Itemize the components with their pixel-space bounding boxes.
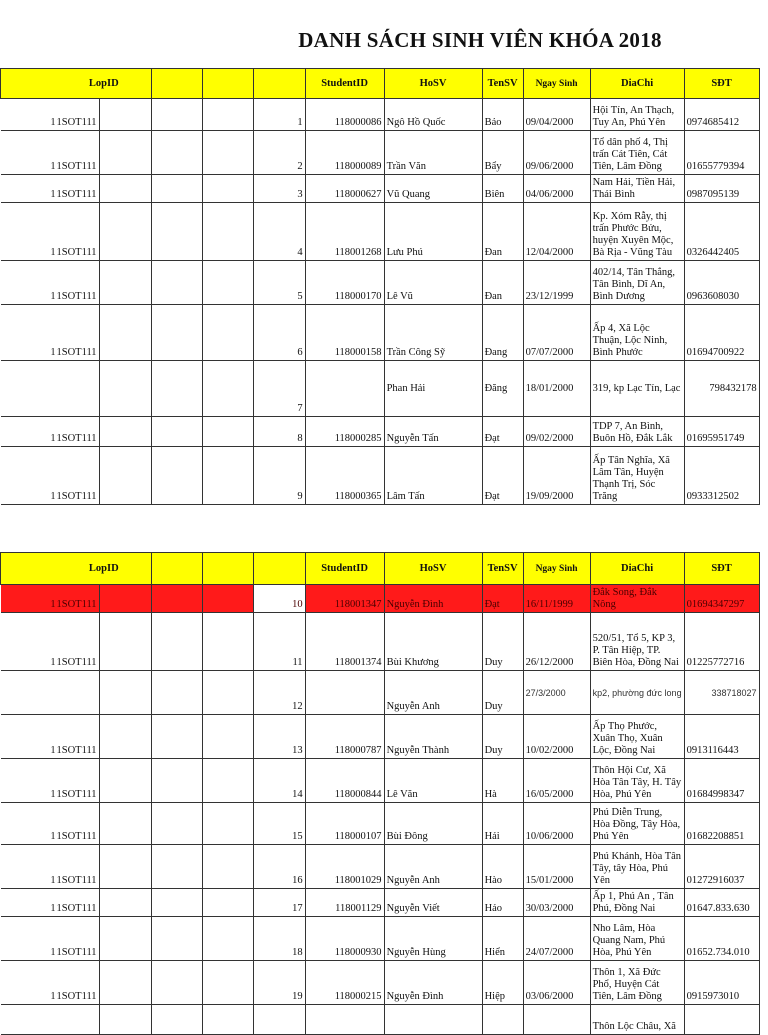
lop-cell <box>1 203 100 261</box>
tensv-cell <box>482 1005 523 1035</box>
sdt-cell: 01652.734.010 <box>684 917 759 961</box>
blank-cell <box>202 361 253 417</box>
lop-cell <box>1 175 100 203</box>
blank-cell <box>151 917 202 961</box>
lop-cell <box>1 759 100 803</box>
header-studentid: StudentID <box>305 69 384 99</box>
lop-id: 1SOT111 <box>56 745 97 756</box>
ngaysinh-cell: 09/06/2000 <box>523 131 590 175</box>
table-row <box>1 613 760 671</box>
tensv-cell: Duy <box>482 671 523 715</box>
student-id-cell: 118000787 <box>305 715 384 759</box>
sdt-cell: 01655779394 <box>684 131 759 175</box>
blank-cell <box>99 585 151 613</box>
address-cell: Kp. Xóm Rẫy, thị trấn Phước Bửu, huyện Xuyên Mộc, Bà Rịa - Vũng Tàu <box>590 203 684 261</box>
blank-cell <box>151 845 202 889</box>
header-ngaysinh: Ngay Sinh <box>523 69 590 99</box>
lop-cell <box>1 417 100 447</box>
hosv-cell: Lê Văn <box>384 759 482 803</box>
tensv-cell: Biên <box>482 175 523 203</box>
blank-cell <box>99 961 151 1005</box>
tensv-cell: Đạt <box>482 447 523 505</box>
ngaysinh-cell: 19/09/2000 <box>523 447 590 505</box>
blank-cell <box>99 671 151 715</box>
lop-id: 1SOT111 <box>56 831 97 842</box>
student-id-cell: 118001029 <box>305 845 384 889</box>
tensv-cell: Hiển <box>482 917 523 961</box>
stt-cell: 18 <box>253 917 305 961</box>
lop-cell <box>1 889 100 917</box>
ngaysinh-cell: 18/01/2000 <box>523 361 590 417</box>
blank-cell <box>151 585 202 613</box>
lop-id: 1SOT111 <box>56 947 97 958</box>
sdt-cell: 01647.833.630 <box>684 889 759 917</box>
tensv-cell: Hiệp <box>482 961 523 1005</box>
blank-cell <box>151 613 202 671</box>
sdt-cell: 01684998347 <box>684 759 759 803</box>
blank-cell <box>202 131 253 175</box>
sdt-cell: 0974685412 <box>684 99 759 131</box>
address-cell: Nam Hải, Tiền Hải, Thái Bình <box>590 175 684 203</box>
student-id-cell <box>305 1005 384 1035</box>
tensv-cell: Bẩy <box>482 131 523 175</box>
sdt-cell: 01682208851 <box>684 803 759 845</box>
stt-cell: 8 <box>253 417 305 447</box>
student-id-cell: 118001129 <box>305 889 384 917</box>
blank-cell <box>151 261 202 305</box>
table-row <box>1 361 760 417</box>
row-index: 1 <box>50 347 56 358</box>
blank-cell <box>99 305 151 361</box>
table-row <box>1 417 760 447</box>
header-hosv: HoSV <box>384 69 482 99</box>
header-blank <box>151 553 202 585</box>
lop-id: 1SOT111 <box>56 189 97 200</box>
blank-cell <box>99 917 151 961</box>
sdt-cell <box>684 1005 759 1035</box>
address-cell: Thôn 1, Xã Đức Phổ, Huyện Cát Tiên, Lâm Đồng <box>590 961 684 1005</box>
table-row <box>1 447 760 505</box>
lop-cell <box>1 917 100 961</box>
lop-id: 1SOT111 <box>56 875 97 886</box>
row-index: 1 <box>50 991 56 1002</box>
lop-cell <box>1 613 100 671</box>
blank-cell <box>151 447 202 505</box>
student-id-cell: 118000365 <box>305 447 384 505</box>
lop-id: 1SOT111 <box>56 347 97 358</box>
student-id-cell: 118000215 <box>305 961 384 1005</box>
row-index: 1 <box>50 657 56 668</box>
blank-cell <box>202 671 253 715</box>
tensv-cell: Hảo <box>482 889 523 917</box>
stt-cell: 6 <box>253 305 305 361</box>
blank-cell <box>151 361 202 417</box>
blank-cell <box>99 759 151 803</box>
tensv-cell: Đang <box>482 305 523 361</box>
sdt-cell: 01694347297 <box>684 585 759 613</box>
tensv-cell: Duy <box>482 715 523 759</box>
header-ngaysinh: Ngay Sinh <box>523 553 590 585</box>
stt-cell: 19 <box>253 961 305 1005</box>
sdt-cell: 0963608030 <box>684 261 759 305</box>
table-row <box>1 585 760 613</box>
lop-id: 1SOT111 <box>56 291 97 302</box>
student-table-1 <box>0 68 760 505</box>
header-sdt: SĐT <box>684 553 759 585</box>
table-row <box>1 671 760 715</box>
tensv-cell: Bảo <box>482 99 523 131</box>
hosv-cell: Nguyễn Anh <box>384 845 482 889</box>
stt-cell: 17 <box>253 889 305 917</box>
header-blank <box>151 69 202 99</box>
blank-cell <box>202 99 253 131</box>
lop-cell <box>1 261 100 305</box>
hosv-cell: Lưu Phú <box>384 203 482 261</box>
blank-cell <box>151 131 202 175</box>
blank-cell <box>202 889 253 917</box>
hosv-cell: Nguyễn Đình <box>384 961 482 1005</box>
header-lopid: LopID <box>1 69 152 99</box>
header-sdt: SĐT <box>684 69 759 99</box>
row-index: 1 <box>50 875 56 886</box>
tensv-cell: Đạt <box>482 585 523 613</box>
table-row <box>1 917 760 961</box>
ngaysinh-cell <box>523 1005 590 1035</box>
row-index: 1 <box>50 947 56 958</box>
stt-cell: 10 <box>253 585 305 613</box>
blank-cell <box>99 99 151 131</box>
row-index: 1 <box>50 291 56 302</box>
lop-id: 1SOT111 <box>56 433 97 444</box>
lop-cell <box>1 361 100 417</box>
hosv-cell: Nguyễn Đình <box>384 585 482 613</box>
blank-cell <box>99 613 151 671</box>
stt-cell: 16 <box>253 845 305 889</box>
hosv-cell: Nguyễn Hùng <box>384 917 482 961</box>
lop-cell <box>1 99 100 131</box>
row-index: 1 <box>50 789 56 800</box>
lop-cell <box>1 585 100 613</box>
tensv-cell: Duy <box>482 613 523 671</box>
student-id-cell: 118000086 <box>305 99 384 131</box>
blank-cell <box>202 175 253 203</box>
student-id-cell: 118000285 <box>305 417 384 447</box>
address-cell: Thôn Hội Cư, Xã Hòa Tân Tây, H. Tây Hòa, Phú Yên <box>590 759 684 803</box>
sdt-cell: 01694700922 <box>684 305 759 361</box>
stt-cell: 14 <box>253 759 305 803</box>
student-id-cell: 118000158 <box>305 305 384 361</box>
row-index: 1 <box>50 599 56 610</box>
lop-cell <box>1 961 100 1005</box>
blank-cell <box>151 417 202 447</box>
ngaysinh-cell: 03/06/2000 <box>523 961 590 1005</box>
sdt-cell: 0933312502 <box>684 447 759 505</box>
stt-cell <box>253 1005 305 1035</box>
ngaysinh-cell: 12/04/2000 <box>523 203 590 261</box>
blank-cell <box>151 99 202 131</box>
blank-cell <box>202 759 253 803</box>
student-id-cell: 118000107 <box>305 803 384 845</box>
blank-cell <box>151 203 202 261</box>
sdt-cell: 01695951749 <box>684 417 759 447</box>
ngaysinh-cell: 09/02/2000 <box>523 417 590 447</box>
student-id-cell <box>305 671 384 715</box>
blank-cell <box>99 361 151 417</box>
hosv-cell: Nguyễn Anh <box>384 671 482 715</box>
table-row <box>1 99 760 131</box>
blank-cell <box>202 261 253 305</box>
blank-cell <box>99 1005 151 1035</box>
lop-cell <box>1 803 100 845</box>
row-index: 1 <box>50 117 56 128</box>
table-row <box>1 889 760 917</box>
lop-cell <box>1 671 100 715</box>
hosv-cell: Nguyễn Tấn <box>384 417 482 447</box>
blank-cell <box>99 803 151 845</box>
stt-cell: 12 <box>253 671 305 715</box>
tensv-cell: Hải <box>482 803 523 845</box>
header-blank <box>202 553 253 585</box>
tensv-cell: Đăng <box>482 361 523 417</box>
blank-cell <box>99 715 151 759</box>
ngaysinh-cell: 30/03/2000 <box>523 889 590 917</box>
blank-cell <box>202 803 253 845</box>
address-cell: 520/51, Tổ 5, KP 3, P. Tân Hiệp, TP. Biên Hòa, Đồng Nai <box>590 613 684 671</box>
ngaysinh-cell: 15/01/2000 <box>523 845 590 889</box>
address-cell: 402/14, Tân Thắng, Tân Bình, Dĩ An, Bình Dương <box>590 261 684 305</box>
hosv-cell: Nguyễn Thành <box>384 715 482 759</box>
blank-cell <box>202 961 253 1005</box>
address-cell: TDP 7, An Bình, Buôn Hồ, Đắk Lắk <box>590 417 684 447</box>
sdt-cell: 0326442405 <box>684 203 759 261</box>
stt-cell: 4 <box>253 203 305 261</box>
row-index: 1 <box>50 491 56 502</box>
table-row <box>1 131 760 175</box>
lop-cell <box>1 845 100 889</box>
blank-cell <box>202 917 253 961</box>
lop-id: 1SOT111 <box>56 247 97 258</box>
hosv-cell: Lâm Tấn <box>384 447 482 505</box>
ngaysinh-cell: 04/06/2000 <box>523 175 590 203</box>
blank-cell <box>151 759 202 803</box>
address-cell: Phú Khánh, Hòa Tân Tây, tây Hòa, Phú Yên <box>590 845 684 889</box>
lop-id: 1SOT111 <box>56 903 97 914</box>
blank-cell <box>99 175 151 203</box>
lop-cell <box>1 305 100 361</box>
blank-cell <box>202 417 253 447</box>
student-id-cell <box>305 361 384 417</box>
lop-id: 1SOT111 <box>56 599 97 610</box>
hosv-cell: Bùi Đông <box>384 803 482 845</box>
address-cell: 319, kp Lạc Tín, Lạc <box>590 361 684 417</box>
student-id-cell: 118001268 <box>305 203 384 261</box>
header-lopid: LopID <box>1 553 152 585</box>
tensv-cell: Đạt <box>482 417 523 447</box>
lop-cell <box>1 131 100 175</box>
stt-cell: 11 <box>253 613 305 671</box>
hosv-cell: Trần Văn <box>384 131 482 175</box>
hosv-cell: Bùi Khương <box>384 613 482 671</box>
ngaysinh-cell: 26/12/2000 <box>523 613 590 671</box>
blank-cell <box>151 1005 202 1035</box>
lop-id: 1SOT111 <box>56 789 97 800</box>
student-id-cell: 118000627 <box>305 175 384 203</box>
tensv-cell: Đan <box>482 203 523 261</box>
header-studentid: StudentID <box>305 553 384 585</box>
hosv-cell: Vũ Quang <box>384 175 482 203</box>
address-cell: Thôn Lộc Châu, Xã <box>590 1005 684 1035</box>
ngaysinh-cell: 07/07/2000 <box>523 305 590 361</box>
header-blank <box>202 69 253 99</box>
header-diachi: DiaChi <box>590 69 684 99</box>
lop-cell <box>1 1005 100 1035</box>
stt-cell: 2 <box>253 131 305 175</box>
table-row <box>1 261 760 305</box>
sdt-cell: 0913116443 <box>684 715 759 759</box>
hosv-cell: Ngô Hồ Quốc <box>384 99 482 131</box>
student-id-cell: 118001374 <box>305 613 384 671</box>
header-hosv: HoSV <box>384 553 482 585</box>
hosv-cell <box>384 1005 482 1035</box>
stt-cell: 9 <box>253 447 305 505</box>
blank-cell <box>99 203 151 261</box>
blank-cell <box>202 715 253 759</box>
sdt-cell: 01272916037 <box>684 845 759 889</box>
tensv-cell: Hào <box>482 845 523 889</box>
blank-cell <box>99 417 151 447</box>
row-index: 1 <box>50 189 56 200</box>
blank-cell <box>151 715 202 759</box>
tensv-cell: Hà <box>482 759 523 803</box>
blank-cell <box>151 961 202 1005</box>
blank-cell <box>99 889 151 917</box>
lop-id: 1SOT111 <box>56 991 97 1002</box>
table-header <box>1 553 760 585</box>
stt-cell: 7 <box>253 361 305 417</box>
sdt-cell: 338718027 <box>684 671 759 715</box>
stt-cell: 15 <box>253 803 305 845</box>
address-cell: Đắk Song, Đắk Nông <box>590 585 684 613</box>
header-tensv: TenSV <box>482 69 523 99</box>
row-index: 1 <box>50 745 56 756</box>
lop-cell <box>1 715 100 759</box>
ngaysinh-cell: 16/11/1999 <box>523 585 590 613</box>
table-header <box>1 69 760 99</box>
tensv-cell: Đan <box>482 261 523 305</box>
ngaysinh-cell: 09/04/2000 <box>523 99 590 131</box>
blank-cell <box>202 305 253 361</box>
stt-cell: 1 <box>253 99 305 131</box>
ngaysinh-cell: 23/12/1999 <box>523 261 590 305</box>
address-cell: Tổ dân phố 4, Thị trấn Cát Tiên, Cát Tiên, Lâm Đồng <box>590 131 684 175</box>
hosv-cell: Nguyễn Viết <box>384 889 482 917</box>
blank-cell <box>202 613 253 671</box>
lop-id: 1SOT111 <box>56 657 97 668</box>
table-row <box>1 175 760 203</box>
lop-id: 1SOT111 <box>56 491 97 502</box>
table-row <box>1 845 760 889</box>
blank-cell <box>151 671 202 715</box>
student-id-cell: 118000089 <box>305 131 384 175</box>
lop-cell <box>1 447 100 505</box>
sdt-cell: 0915973010 <box>684 961 759 1005</box>
header-blank <box>253 69 305 99</box>
student-id-cell: 118000844 <box>305 759 384 803</box>
header-tensv: TenSV <box>482 553 523 585</box>
blank-cell <box>99 447 151 505</box>
blank-cell <box>202 845 253 889</box>
hosv-cell: Lê Vũ <box>384 261 482 305</box>
table-row <box>1 203 760 261</box>
hosv-cell: Trần Công Sỹ <box>384 305 482 361</box>
sdt-cell: 798432178 <box>684 361 759 417</box>
blank-cell <box>202 447 253 505</box>
sdt-cell: 0987095139 <box>684 175 759 203</box>
address-cell: Ấp 4, Xã Lộc Thuận, Lộc Ninh, Bình Phước <box>590 305 684 361</box>
row-index: 1 <box>50 831 56 842</box>
ngaysinh-cell: 16/05/2000 <box>523 759 590 803</box>
table-row <box>1 759 760 803</box>
stt-cell: 3 <box>253 175 305 203</box>
blank-cell <box>99 261 151 305</box>
table-row <box>1 961 760 1005</box>
blank-cell <box>99 131 151 175</box>
student-id-cell: 118001347 <box>305 585 384 613</box>
header-diachi: DiaChi <box>590 553 684 585</box>
blank-cell <box>202 585 253 613</box>
stt-cell: 13 <box>253 715 305 759</box>
lop-id: 1SOT111 <box>56 117 97 128</box>
ngaysinh-cell: 10/02/2000 <box>523 715 590 759</box>
row-index: 1 <box>50 903 56 914</box>
ngaysinh-cell: 27/3/2000 <box>523 671 590 715</box>
row-index: 1 <box>50 247 56 258</box>
header-blank <box>253 553 305 585</box>
blank-cell <box>151 889 202 917</box>
ngaysinh-cell: 24/07/2000 <box>523 917 590 961</box>
address-cell: Nho Lâm, Hòa Quang Nam, Phú Hòa, Phú Yên <box>590 917 684 961</box>
table-row <box>1 305 760 361</box>
page-title: DANH SÁCH SINH VIÊN KHÓA 2018 <box>298 28 662 52</box>
address-cell: Ấp 1, Phú An , Tân Phú, Đồng Nai <box>590 889 684 917</box>
address-cell: Ấp Tân Nghĩa, Xã Lâm Tân, Huyện Thạnh Trị, Sóc Trăng <box>590 447 684 505</box>
table-row <box>1 1005 760 1035</box>
address-cell: Ấp Thọ Phước, Xuân Thọ, Xuân Lộc, Đồng Nai <box>590 715 684 759</box>
address-cell: Phú Diễn Trung, Hòa Đồng, Tây Hòa, Phú Yên <box>590 803 684 845</box>
blank-cell <box>202 1005 253 1035</box>
blank-cell <box>151 803 202 845</box>
sdt-cell: 01225772716 <box>684 613 759 671</box>
lop-id: 1SOT111 <box>56 161 97 172</box>
blank-cell <box>99 845 151 889</box>
stt-cell: 5 <box>253 261 305 305</box>
hosv-cell: Phan Hải <box>384 361 482 417</box>
student-id-cell: 118000930 <box>305 917 384 961</box>
blank-cell <box>151 305 202 361</box>
student-table-2 <box>0 552 760 1035</box>
table-row <box>1 803 760 845</box>
row-index: 1 <box>50 161 56 172</box>
blank-cell <box>202 203 253 261</box>
student-id-cell: 118000170 <box>305 261 384 305</box>
address-cell: Hội Tín, An Thạch, Tuy An, Phú Yên <box>590 99 684 131</box>
table-row <box>1 715 760 759</box>
row-index: 1 <box>50 433 56 444</box>
blank-cell <box>151 175 202 203</box>
address-cell: kp2, phường đức long <box>590 671 684 715</box>
ngaysinh-cell: 10/06/2000 <box>523 803 590 845</box>
